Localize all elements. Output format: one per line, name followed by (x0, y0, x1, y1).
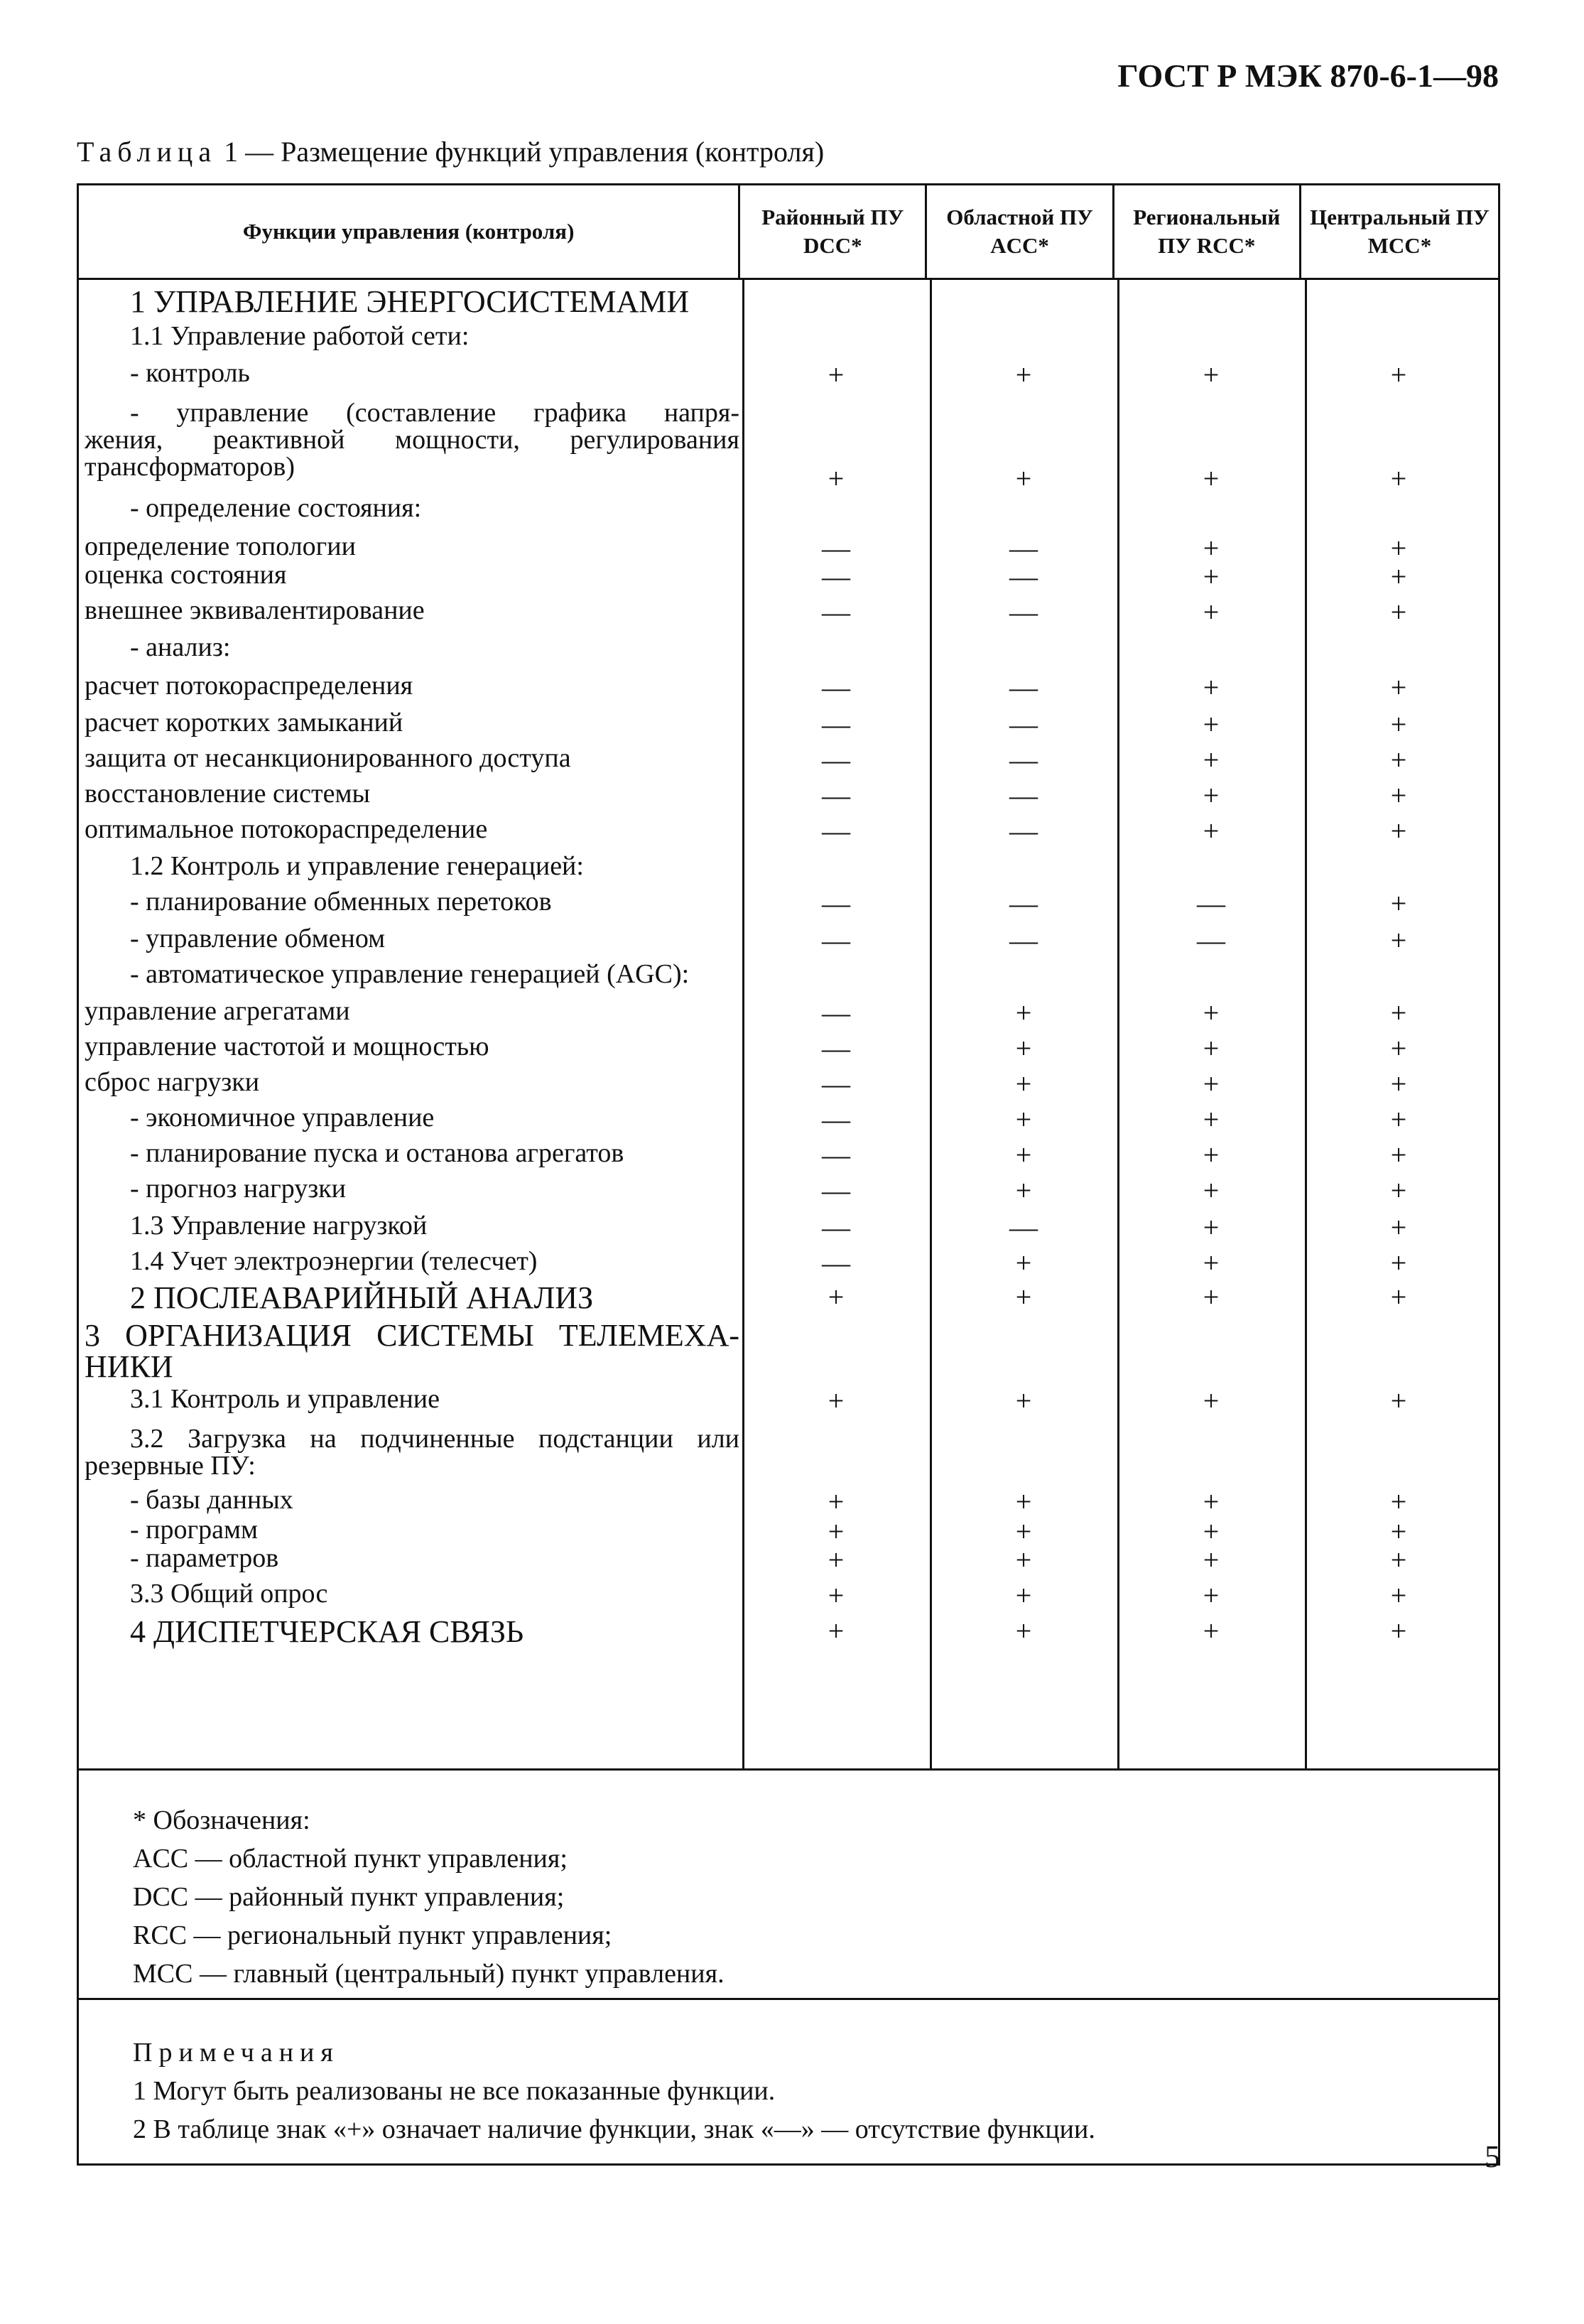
row-label-line: - управление (составление графика напря- (130, 398, 739, 428)
cell-mark: + (1203, 1515, 1220, 1547)
cell-mark: + (1203, 779, 1220, 811)
row-label: - параметров (130, 1543, 279, 1573)
cell-mark: — (822, 596, 850, 628)
cell-mark: + (1203, 1174, 1220, 1206)
cell-mark: + (1390, 708, 1407, 740)
cell-mark: + (1203, 708, 1220, 740)
row-label: - контроль (130, 358, 250, 388)
cell-mark: — (1009, 887, 1038, 919)
row-label (85, 1320, 739, 1383)
cell-mark: + (1203, 1211, 1220, 1243)
legend-section (79, 1771, 1498, 2000)
cell-mark: + (1015, 1103, 1032, 1135)
row-label: - планирование обменных перетоков (130, 887, 552, 917)
note-item: 2 В таблице знак «+» означает наличие функции, знак «—» — отсутствие функции. (133, 2114, 1095, 2144)
row-label: - автоматическое управление генерацией (AGC): (130, 959, 690, 989)
row-label: 2 ПОСЛЕАВАРИЙНЫЙ АНАЛИЗ (130, 1280, 594, 1315)
legend-item: RCC — региональный пункт управления; (133, 1920, 612, 1950)
row-label: управление частотой и мощностью (85, 1032, 489, 1061)
cell-mark: + (828, 1579, 845, 1611)
row-label: 1.2 Контроль и управление генерацией: (130, 851, 584, 881)
cell-mark: + (1390, 1174, 1407, 1206)
cell-mark: + (1390, 1032, 1407, 1064)
cell-mark: + (828, 463, 845, 494)
cell-mark: — (1009, 744, 1038, 776)
row-label: оптимальное потокораспределение (85, 814, 488, 844)
cell-mark: + (1390, 779, 1407, 811)
table-header-row (79, 185, 1498, 280)
row-label: восстановление системы (85, 779, 371, 809)
cell-mark: + (1015, 1281, 1032, 1313)
cell-mark: + (828, 1486, 845, 1518)
cell-mark: — (822, 1139, 850, 1171)
cell-mark: + (1390, 997, 1407, 1029)
cell-mark: + (1203, 532, 1220, 564)
cell-mark: + (1390, 1385, 1407, 1417)
cell-mark: + (828, 1385, 845, 1417)
row-label: определение топологии (85, 531, 356, 561)
cell-mark: — (822, 887, 850, 919)
cell-mark: + (1203, 1068, 1220, 1100)
row-label: - планирование пуска и останова агрегатов (130, 1138, 624, 1168)
cell-mark: + (1203, 1247, 1220, 1279)
cell-mark: — (1009, 924, 1038, 956)
cell-mark: — (822, 671, 850, 703)
cell-mark: — (1009, 596, 1038, 628)
cell-mark: — (822, 924, 850, 956)
cell-mark: — (822, 1247, 850, 1279)
row-label-line: НИКИ (85, 1349, 173, 1384)
cell-mark: + (1390, 596, 1407, 628)
cell-mark: + (1015, 1615, 1032, 1647)
cell-mark: + (1390, 1515, 1407, 1547)
cell-mark: + (1390, 1139, 1407, 1171)
row-label: - определение состояния: (130, 493, 422, 523)
cell-mark: — (822, 561, 850, 593)
table-body (79, 280, 1498, 1771)
cell-mark: + (1015, 1579, 1032, 1611)
cell-mark: — (1197, 924, 1225, 956)
cell-mark: — (822, 997, 850, 1029)
cell-mark: + (1203, 1615, 1220, 1647)
cell-mark: + (1390, 815, 1407, 847)
cell-mark: — (1009, 532, 1038, 564)
cell-mark: — (1009, 815, 1038, 847)
legend-title: * Обозначения: (133, 1805, 310, 1835)
cell-mark: + (1390, 1281, 1407, 1313)
row-label: 3.3 Общий опрос (130, 1579, 328, 1609)
legend-item: ACC — областной пункт управления; (133, 1844, 568, 1874)
cell-mark: + (1203, 596, 1220, 628)
row-label: 4 ДИСПЕТЧЕРСКАЯ СВЯЗЬ (130, 1614, 524, 1649)
cell-mark: + (1203, 1032, 1220, 1064)
row-label: защита от несанкционированного доступа (85, 743, 571, 773)
note-item: 1 Могут быть реализованы не все показанные функции. (133, 2076, 776, 2106)
row-label: внешнее эквивалентирование (85, 595, 425, 625)
cell-mark: + (828, 1281, 845, 1313)
cell-mark: + (828, 1544, 845, 1576)
cell-mark: + (828, 359, 845, 391)
cell-mark: + (1203, 1544, 1220, 1576)
cell-mark: + (1390, 561, 1407, 593)
row-label: 1.4 Учет электроэнергии (телесчет) (130, 1246, 538, 1276)
cell-mark: — (822, 744, 850, 776)
cell-mark: + (1203, 463, 1220, 494)
row-label: управление агрегатами (85, 996, 350, 1026)
legend-item: MCC — главный (центральный) пункт управления. (133, 1959, 725, 1989)
row-label: - экономичное управление (130, 1103, 435, 1133)
caption-text: 1 — Размещение функций управления (контроля) (217, 136, 825, 168)
cell-mark: + (1015, 1032, 1032, 1064)
cell-mark: + (1390, 532, 1407, 564)
cell-mark: + (1203, 561, 1220, 593)
row-label: 1.1 Управление работой сети: (130, 321, 470, 351)
row-label: - управление обменом (130, 924, 386, 953)
cell-mark: + (1015, 1247, 1032, 1279)
row-label (85, 1425, 739, 1479)
cell-mark: + (1390, 671, 1407, 703)
row-label-line: трансформаторов) (85, 452, 295, 482)
cell-mark: + (1015, 1068, 1032, 1100)
cell-mark: + (1015, 359, 1032, 391)
cell-mark: + (1203, 1281, 1220, 1313)
cell-mark: + (1390, 1579, 1407, 1611)
row-label-line: 3.2 Загрузка на подчиненные подстанции или (130, 1424, 739, 1454)
cell-mark: + (828, 1615, 845, 1647)
cell-mark: + (1390, 924, 1407, 956)
cell-mark: — (1197, 887, 1225, 919)
row-label-line: жения, реактивной мощности, регулирования (85, 425, 739, 455)
cell-mark: — (1009, 708, 1038, 740)
cell-mark: — (822, 1103, 850, 1135)
row-label-line: резервные ПУ: (85, 1451, 256, 1481)
cell-mark: — (1009, 1211, 1038, 1243)
row-label: - базы данных (130, 1485, 293, 1515)
cell-mark: + (1390, 1211, 1407, 1243)
cell-mark: — (1009, 671, 1038, 703)
cell-mark: + (1203, 1103, 1220, 1135)
cell-mark: + (1203, 359, 1220, 391)
cell-mark: + (1203, 671, 1220, 703)
row-label: 1 УПРАВЛЕНИЕ ЭНЕРГОСИСТЕМАМИ (130, 284, 690, 319)
cell-mark: + (1015, 1515, 1032, 1547)
cell-mark: + (1203, 1139, 1220, 1171)
row-label: - анализ: (130, 632, 231, 662)
cell-mark: + (1015, 463, 1032, 494)
cell-mark: + (1015, 1385, 1032, 1417)
cell-mark: + (1015, 1174, 1032, 1206)
cell-mark: — (822, 1068, 850, 1100)
cell-mark: + (1203, 1385, 1220, 1417)
cell-mark: + (1203, 997, 1220, 1029)
cell-mark: + (1390, 359, 1407, 391)
cell-mark: — (822, 779, 850, 811)
row-label: расчет потокораспределения (85, 671, 413, 701)
cell-mark: + (828, 1515, 845, 1547)
page-number: 5 (1485, 2139, 1500, 2174)
cell-mark: + (1203, 1579, 1220, 1611)
row-label: - прогноз нагрузки (130, 1174, 347, 1204)
row-label: 1.3 Управление нагрузкой (130, 1211, 428, 1241)
cell-mark: — (822, 1174, 850, 1206)
row-label: 3.1 Контроль и управление (130, 1384, 440, 1414)
row-label: расчет коротких замыканий (85, 708, 403, 737)
col-header-rcc: Региональный ПУ RCC* (1114, 185, 1301, 278)
col-header-mcc: Центральный ПУ MCC* (1310, 204, 1490, 258)
cell-mark: — (822, 532, 850, 564)
col-header-functions: Функции управления (контроля) (79, 185, 740, 278)
cell-mark: + (1015, 1544, 1032, 1576)
cell-mark: — (1009, 779, 1038, 811)
col-header-dcc: Районный ПУ DCC* (740, 185, 927, 278)
notes-section (79, 2000, 1498, 2163)
cell-mark: + (1390, 1247, 1407, 1279)
cell-mark: + (1390, 1615, 1407, 1647)
cell-mark: + (1203, 815, 1220, 847)
cell-mark: + (1390, 887, 1407, 919)
cell-mark: + (1390, 1103, 1407, 1135)
row-label-line: 3 ОРГАНИЗАЦИЯ СИСТЕМЫ ТЕЛЕМЕХА- (85, 1318, 739, 1353)
row-label: сброс нагрузки (85, 1067, 260, 1097)
cell-mark: — (822, 1032, 850, 1064)
cell-mark: + (1390, 463, 1407, 494)
cell-mark: — (822, 708, 850, 740)
cell-mark: + (1390, 744, 1407, 776)
cell-mark: — (822, 1211, 850, 1243)
row-label (85, 399, 739, 480)
cell-mark: + (1203, 744, 1220, 776)
col-header-acc: Областной ПУ ACC* (927, 185, 1114, 278)
cell-mark: + (1015, 1486, 1032, 1518)
cell-mark: — (1009, 561, 1038, 593)
cell-mark: — (822, 815, 850, 847)
cell-mark: + (1015, 1139, 1032, 1171)
cell-mark: + (1015, 997, 1032, 1029)
functions-table (77, 183, 1500, 2166)
cell-mark: + (1390, 1068, 1407, 1100)
document-header: ГОСТ Р МЭК 870-6-1—98 (1117, 58, 1499, 94)
legend-item: DCC — районный пункт управления; (133, 1882, 565, 1912)
cell-mark: + (1203, 1486, 1220, 1518)
row-label: оценка состояния (85, 560, 287, 590)
cell-mark: + (1390, 1486, 1407, 1518)
table-caption (77, 135, 824, 168)
caption-prefix: Таблица (77, 136, 217, 168)
cell-mark: + (1390, 1544, 1407, 1576)
notes-title: Примечания (133, 2038, 340, 2068)
row-label: - программ (130, 1515, 259, 1545)
